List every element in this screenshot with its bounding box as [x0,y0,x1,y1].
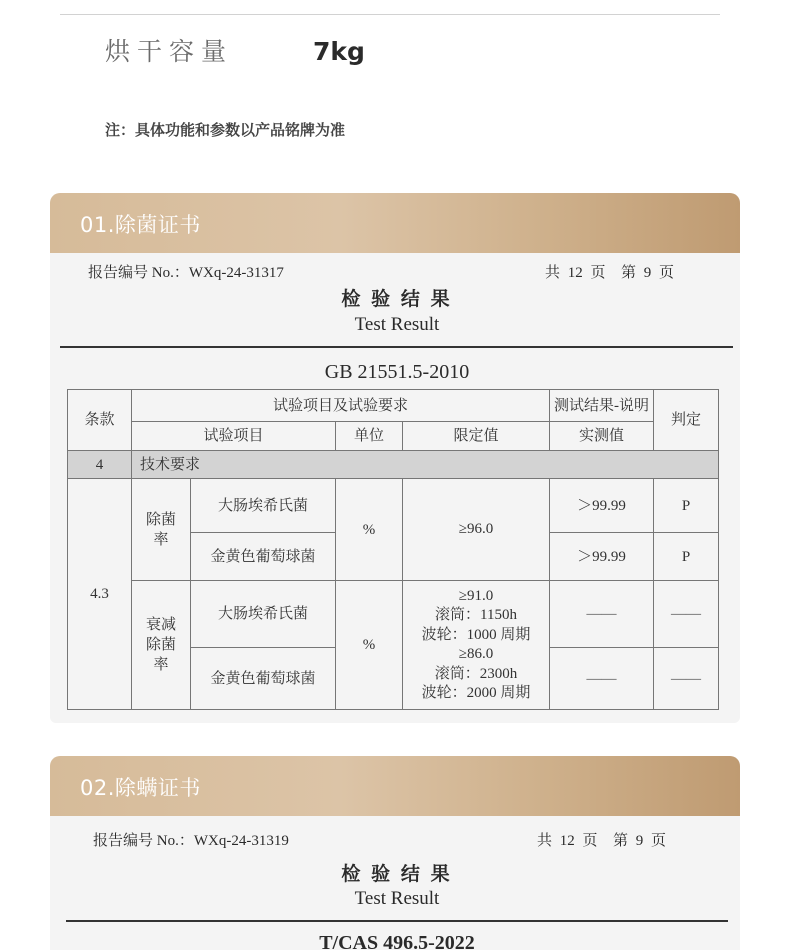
report-heading-cn: 检 验 结 果 [341,289,453,310]
report-number: 报告编号 No.：WXq-24-31317 [88,265,284,281]
test-result-table [67,389,719,710]
standard-code: GB 21551.5-2010 [324,361,470,383]
report-heading-en: Test Result [354,314,440,335]
verdict-value: —— [654,581,719,648]
test-unit: % [336,479,403,581]
disclaimer-note: 注：具体功能和参数以产品铭牌为准 [105,121,346,139]
limit-value-line: 滚筒：1150h [435,607,517,623]
measured-value: ＞99.99 [550,479,654,533]
spec-value: 7kg [313,37,365,66]
header-limit: 限定值 [403,422,550,451]
certificate-title: 01.除菌证书 [80,213,201,237]
header-unit: 单位 [336,422,403,451]
table-section-row [68,451,719,479]
page-count: 共 12 页 第 9 页 [545,265,675,281]
limit-value-line: ≥86.0 [458,646,494,662]
clause-number: 4.3 [68,479,132,710]
certificate-card-anti-mite [50,756,740,950]
section-label: 技术要求 [132,451,719,479]
table-row [68,581,719,648]
header-test-item: 试验项目 [132,422,336,451]
test-item-name: 大肠埃希氏菌 [191,479,336,533]
spec-label: 烘干容量 [105,37,234,66]
limit-value-line: 波轮：1000 周期 [421,626,531,643]
test-group-name: 除菌率 [132,479,191,581]
report-divider [66,920,728,922]
limit-value [403,479,550,581]
test-report-scan [50,816,740,950]
test-group-name: 衰减除菌率 [132,581,191,710]
header-verdict: 判定 [654,390,719,451]
table-header-row [68,390,719,422]
limit-value-line: ≥96.0 [458,520,494,537]
limit-value [403,581,550,710]
report-heading-en: Test Result [354,888,440,909]
test-item-name: 大肠埃希氏菌 [191,581,336,648]
report-heading-cn: 检 验 结 果 [341,864,453,885]
header-test-items-requirements: 试验项目及试验要求 [132,390,550,422]
certificate-card-sterilization [50,193,740,723]
certificate-title: 02.除螨证书 [80,776,201,800]
report-number: 报告编号 No.：WXq-24-31319 [93,833,289,849]
limit-value-line: ≥91.0 [458,587,494,604]
standard-code: T/CAS 496.5-2022 [319,932,475,950]
test-item-name: 金黄色葡萄球菌 [191,648,336,710]
report-divider [60,346,733,348]
table-header-row [68,422,719,451]
verdict-value: P [654,479,719,533]
header-measured: 实测值 [550,422,654,451]
certificate-card-header [50,756,740,816]
certificate-card-header [50,193,740,253]
top-divider [60,14,720,15]
page-count: 共 12 页 第 9 页 [537,833,667,849]
measured-value: —— [550,581,654,648]
test-unit: % [336,581,403,710]
section-clause: 4 [68,451,132,479]
header-result-note: 测试结果-说明 [550,390,654,422]
header-clause: 条款 [68,390,132,451]
test-item-name: 金黄色葡萄球菌 [191,533,336,581]
test-report-scan [50,253,740,723]
table-row [68,479,719,533]
measured-value: ＞99.99 [550,533,654,581]
verdict-value: —— [654,648,719,710]
verdict-value: P [654,533,719,581]
limit-value-line: 波轮：2000 周期 [421,685,531,701]
limit-value-line: 滚筒：2300h [434,665,518,682]
measured-value: —— [550,648,654,710]
